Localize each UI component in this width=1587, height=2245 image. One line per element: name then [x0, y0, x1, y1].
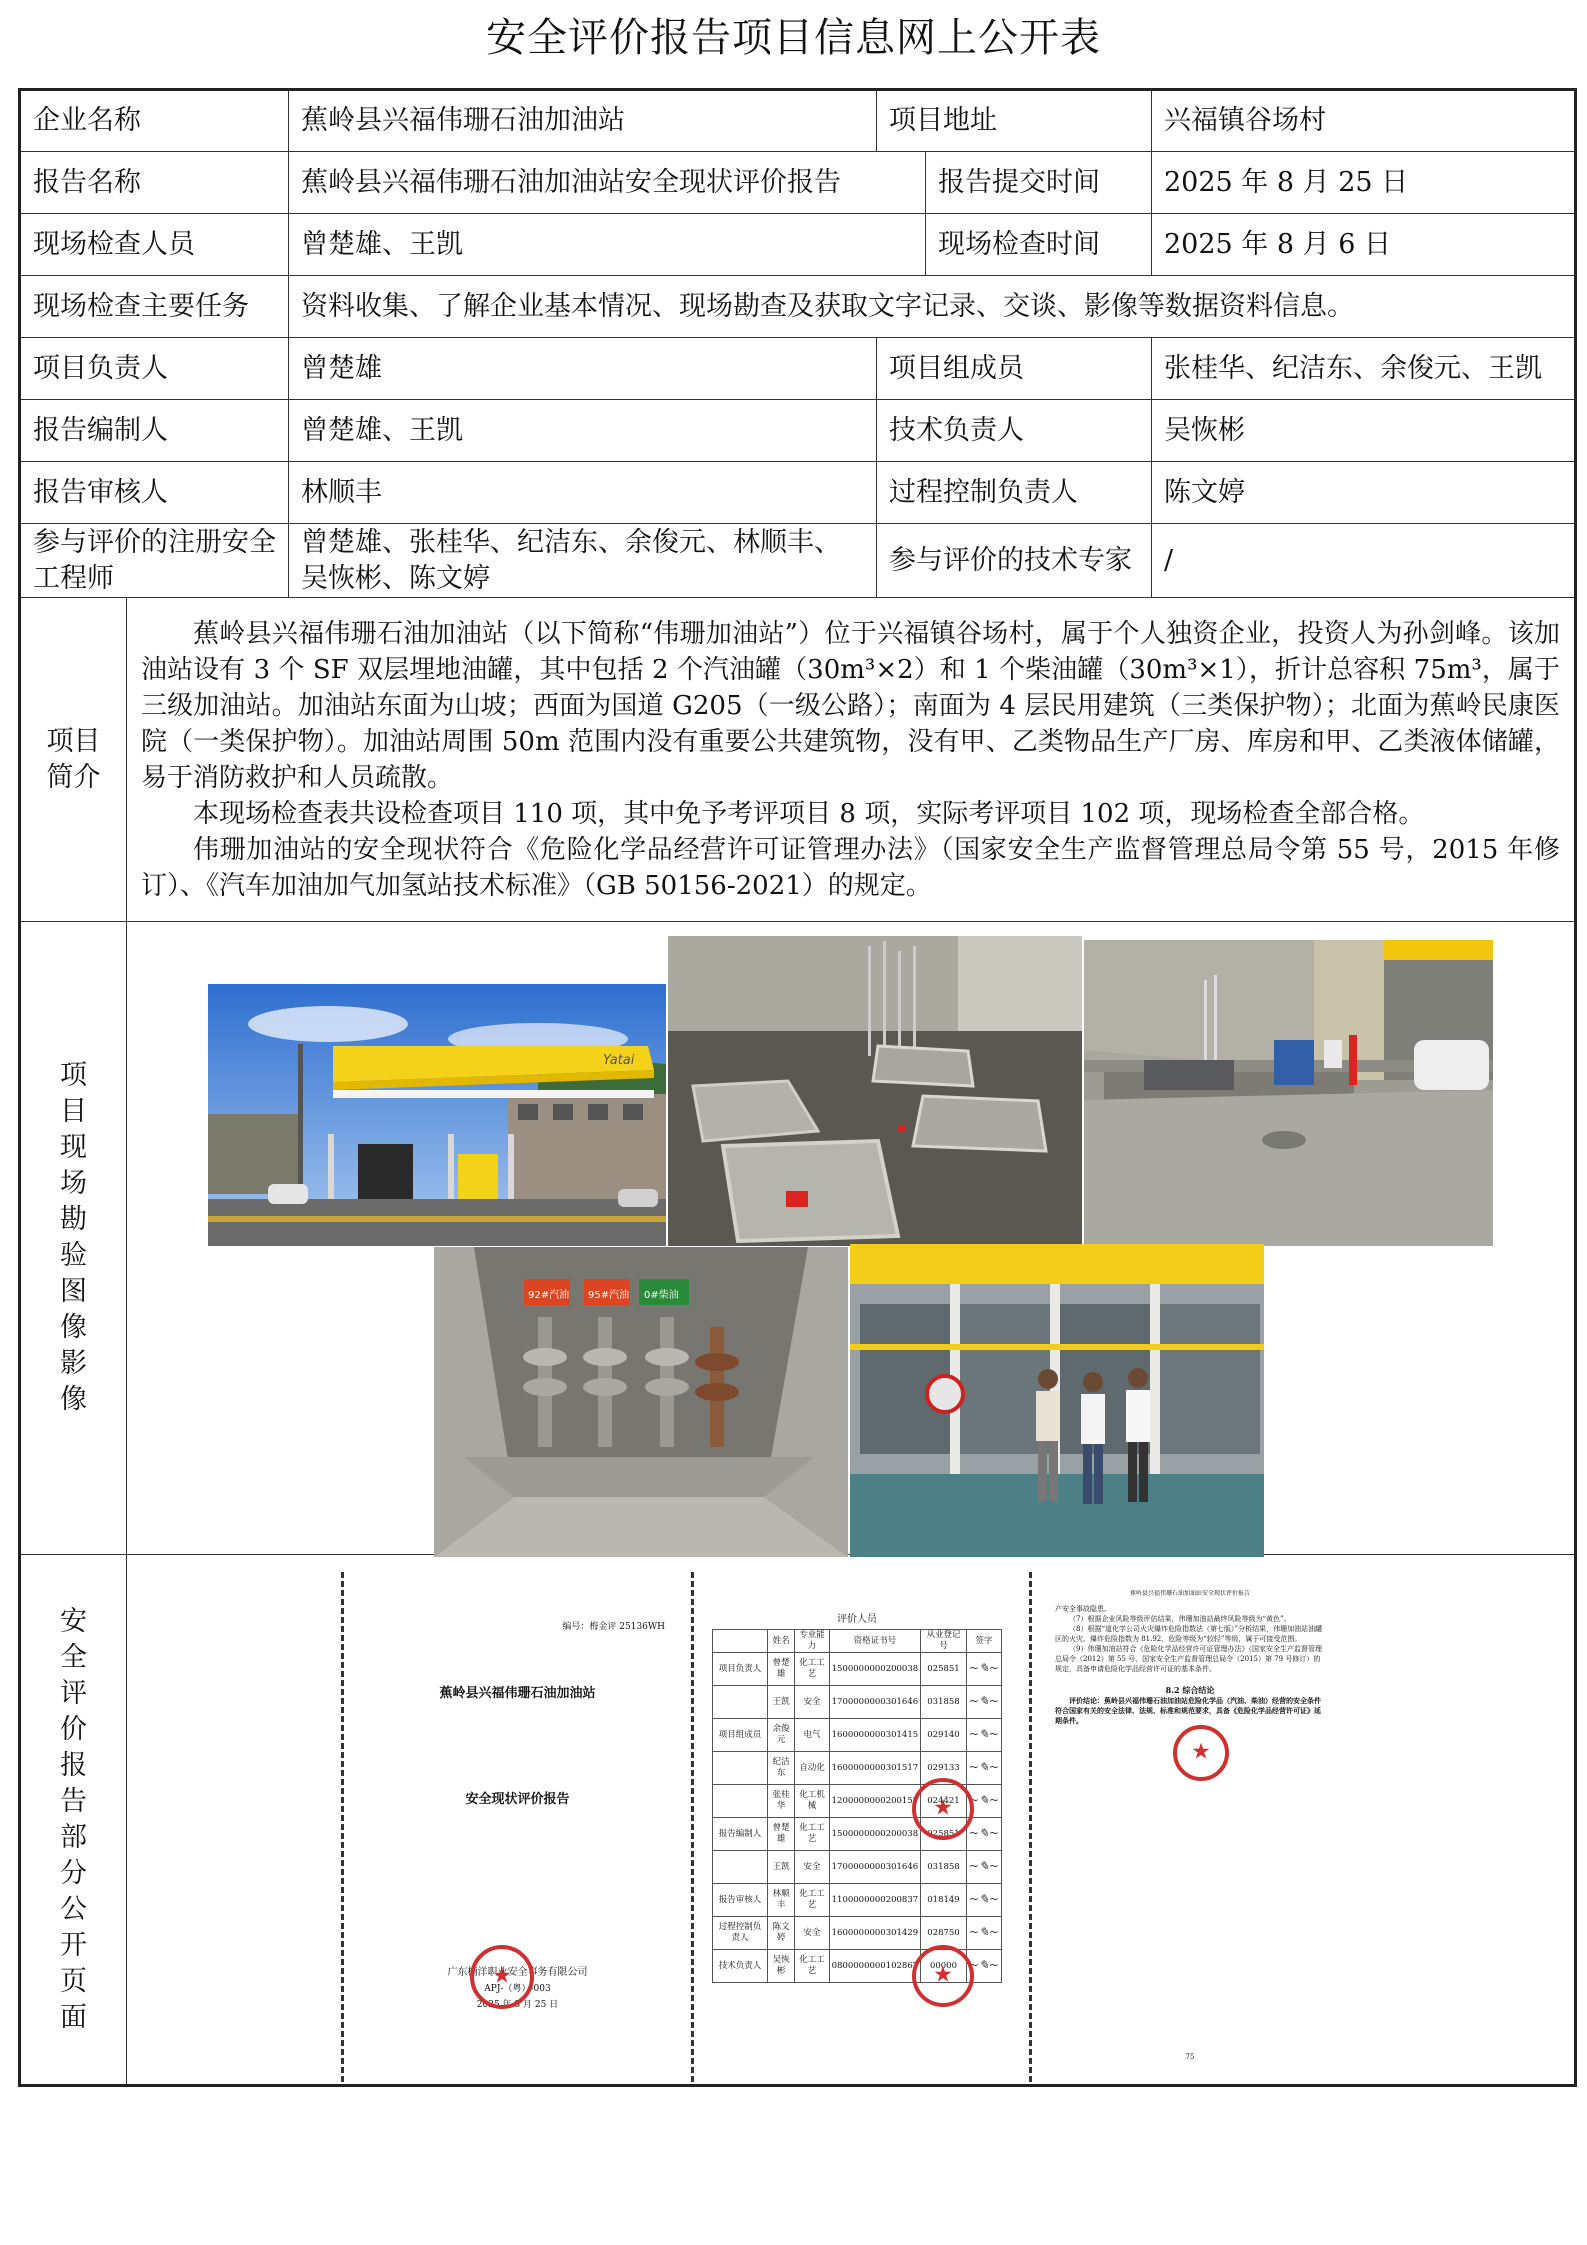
leader-value: 曾楚雄	[289, 338, 877, 400]
address-value: 兴福镇谷场村	[1152, 90, 1576, 152]
report-cover-cert: APJ-（粤）-003	[484, 1984, 551, 1994]
evaluators-row	[713, 1653, 1002, 1686]
conclusion-page-number: 75	[1185, 2053, 1195, 2061]
experts-label: 参与评价的技术专家	[877, 524, 1152, 598]
experts-value: /	[1152, 524, 1576, 598]
task-value: 资料收集、了解企业基本情况、现场勘查及获取文字记录、交谈、影像等数据资料信息。	[289, 276, 1576, 338]
evaluators-cell: 化工工艺	[795, 1884, 829, 1917]
photo-station-canopy	[208, 984, 666, 1246]
report-cover-company: 蕉岭县兴福伟珊石油加油站	[439, 1686, 596, 1701]
tech-label: 技术负责人	[877, 400, 1152, 462]
tech-value: 吴恢彬	[1152, 400, 1576, 462]
conclusion-line-0: 产安全事故隐患。	[1055, 1605, 1111, 1613]
evaluators-cell: 025851	[921, 1653, 967, 1686]
reviewer-value: 林顺丰	[289, 462, 877, 524]
inspect-time-label: 现场检查时间	[926, 214, 1152, 276]
conclusion-text: 评价结论：蕉岭县兴福伟珊石油加油站危险化学品（汽油、柴油）经营的安全条件符合国家有关的安全法律、法规、标准和规范要求，具备《危险化学品经营许可证》延期条件。	[1055, 1696, 1321, 1725]
evaluators-cell: 安全	[795, 1686, 829, 1719]
evaluators-header-cell	[713, 1630, 768, 1653]
photo-inspectors	[850, 1244, 1264, 1557]
signature-cell: ~✎~	[966, 1719, 1001, 1752]
conclusion-seal-icon	[1173, 1725, 1229, 1781]
label-0-text: 0#柴油	[644, 1290, 679, 1301]
evaluators-cell: 018149	[921, 1884, 967, 1917]
report-cover-page	[350, 1590, 685, 2040]
report-cover-title: 安全现状评价报告	[465, 1792, 570, 1807]
pages-label: 安全评价报告部分公开页面	[20, 1555, 127, 2086]
evaluators-cell: 1500000000200038	[829, 1653, 921, 1686]
signature-cell: ~✎~	[966, 1818, 1001, 1851]
company-value: 蕉岭县兴福伟珊石油加油站	[289, 90, 877, 152]
inspectors-label: 现场检查人员	[20, 214, 289, 276]
evaluators-cell: 1600000000301415	[829, 1719, 921, 1752]
intro-content	[127, 598, 1576, 922]
process-value: 陈文婷	[1152, 462, 1576, 524]
evaluators-cell: 王凯	[768, 1851, 795, 1884]
conclusion-section-title: 8.2 综合结论	[1165, 1685, 1215, 1695]
signature-cell: ~✎~	[966, 1686, 1001, 1719]
evaluators-row	[713, 1851, 1002, 1884]
evaluators-cell: 林顺丰	[768, 1884, 795, 1917]
intro-paragraph-1: 蕉岭县兴福伟珊石油加油站（以下简称“伟珊加油站”）位于兴福镇谷场村，属于个人独资企业，投资人为孙剑峰。该加油站设有 3 个 SF 双层埋地油罐，其中包括 2 个汽油罐（30m³×2）和 1 个柴油罐（30m³×1），折计总容积 75m³，属于三级加油站。加油站东面为山坡；西面为国道 G205（一级公路）；南面为 4 层民用建筑（三类保护物）；北面为蕉岭民康医院（一类保护物）。加油站周围 50m 范围内没有重要公共建筑物，没有甲、乙类物品生产厂房、库房和甲、乙类液体储罐，易于消防救护和人员疏散。	[141, 618, 1560, 793]
evaluators-cell: 技术负责人	[713, 1950, 768, 1983]
evaluators-cell: 项目组成员	[713, 1719, 768, 1752]
company-seal-icon	[470, 1945, 534, 2009]
intro-paragraph-2: 本现场检查表共设检查项目 110 项，其中免予考评项目 8 项，实际考评项目 102 项，现场检查全部合格。	[193, 798, 1425, 829]
evaluators-cell: 项目负责人	[713, 1653, 768, 1686]
evaluators-cell: 化工工艺	[795, 1950, 829, 1983]
evaluators-row	[713, 1719, 1002, 1752]
label-95-text: 95#汽油	[588, 1290, 630, 1301]
evaluators-cell: 张桂华	[768, 1785, 795, 1818]
evaluators-cell: 1700000000301646	[829, 1686, 921, 1719]
evaluators-cell: 029133	[921, 1752, 967, 1785]
page-title: 安全评价报告项目信息网上公开表	[486, 15, 1101, 61]
reviewer-label: 报告审核人	[20, 462, 289, 524]
evaluators-cell: 余俊元	[768, 1719, 795, 1752]
evaluators-cell: 029140	[921, 1719, 967, 1752]
evaluators-cell: 031858	[921, 1851, 967, 1884]
signature-cell: ~✎~	[966, 1917, 1001, 1950]
evaluators-cell: 报告编制人	[713, 1818, 768, 1851]
signature-cell: ~✎~	[966, 1851, 1001, 1884]
page-divider-left	[341, 1572, 344, 2082]
conclusion-line-3: （9）伟珊加油站符合《危险化学品经营许可证管理办法》（国家安全生产监督管理总局令（2012）第 55 号，国家安全生产监督管理总局令（2015）第 79 号修订）的规定，具备申请危险化学品经营许可证的基本条件。	[1055, 1645, 1322, 1673]
signature-cell: ~✎~	[966, 1785, 1001, 1818]
evaluators-cell: 自动化	[795, 1752, 829, 1785]
conclusion-line-2: （8）根据“道化学公司火灾爆炸危险指数法（第七版）”分析结果，伟珊加油站油罐区的火灾、爆炸危险指数为 81.92，危险等级为“较轻”等级，属于可接受范围。	[1055, 1625, 1323, 1643]
evaluators-cell: 1600000000301429	[829, 1917, 921, 1950]
evaluators-cell: 0800000000102867	[829, 1950, 921, 1983]
evaluators-cell: 1200000000200157	[829, 1785, 921, 1818]
writer-label: 报告编制人	[20, 400, 289, 462]
report-cover-org: 广东楠洋职业安全事务有限公司	[447, 1967, 588, 1978]
members-value: 张桂华、纪洁东、余俊元、王凯	[1152, 338, 1576, 400]
intro-label: 项目简介	[20, 598, 127, 922]
evaluators-cell: 报告审核人	[713, 1884, 768, 1917]
evaluators-cell: 曾楚雄	[768, 1818, 795, 1851]
evaluators-cell	[713, 1785, 768, 1818]
submit-value: 2025 年 8 月 25 日	[1152, 152, 1576, 214]
signature-cell: ~✎~	[966, 1950, 1001, 1983]
engineers-value: 曾楚雄、张桂华、纪洁东、余俊元、林顺丰、吴恢彬、陈文婷	[289, 524, 877, 598]
evaluators-header-cell: 签字	[966, 1630, 1001, 1653]
process-label: 过程控制负责人	[877, 462, 1152, 524]
evaluators-cell: 1100000000200837	[829, 1884, 921, 1917]
evaluators-cell	[713, 1686, 768, 1719]
evaluators-row	[713, 1917, 1002, 1950]
evaluators-header-cell: 资格证书号	[829, 1630, 921, 1653]
report-label: 报告名称	[20, 152, 289, 214]
evaluators-cell: 王凯	[768, 1686, 795, 1719]
address-label: 项目地址	[877, 90, 1152, 152]
evaluators-cell: 安全	[795, 1917, 829, 1950]
task-label: 现场检查主要任务	[20, 276, 289, 338]
evaluators-cell: 031858	[921, 1686, 967, 1719]
evaluators-cell: 1600000000301517	[829, 1752, 921, 1785]
report-evaluators-page	[712, 1610, 1002, 2010]
company-label: 企业名称	[20, 90, 289, 152]
evaluators-cell: 024421	[921, 1785, 967, 1818]
evaluators-cell: 00000	[921, 1950, 967, 1983]
signature-cell: ~✎~	[966, 1884, 1001, 1917]
evaluator-seal-bottom-icon	[912, 1945, 974, 2007]
evaluators-row	[713, 1752, 1002, 1785]
photos-label: 项目现场勘验图像影像	[20, 922, 127, 1555]
evaluators-cell: 吴恢彬	[768, 1950, 795, 1983]
conclusion-page-header: 蕉岭县兴福伟珊石油加油站安全现状评价报告	[1129, 1590, 1250, 1597]
evaluators-cell: 陈文婷	[768, 1917, 795, 1950]
conclusion-line-1: （7）根据企业风险等级评估结果，伟珊加油站最终风险等级为“黄色”。	[1069, 1615, 1291, 1623]
evaluators-cell: 曾楚雄	[768, 1653, 795, 1686]
evaluators-row	[713, 1686, 1002, 1719]
page-divider-middle	[691, 1572, 694, 2082]
evaluators-cell: 电气	[795, 1719, 829, 1752]
intro-paragraph-3: 伟珊加油站的安全现状符合《危险化学品经营许可证管理办法》（国家安全生产监督管理总局令第 55 号，2015 年修订）、《汽车加油加气加氢站技术标准》（GB 50156-2021）的规定。	[141, 834, 1560, 901]
photo-tank-well-pipes	[434, 1247, 848, 1557]
evaluators-cell	[713, 1851, 768, 1884]
evaluators-cell: 化工机械	[795, 1785, 829, 1818]
label-92-text: 92#汽油	[528, 1290, 570, 1301]
writer-value: 曾楚雄、王凯	[289, 400, 877, 462]
evaluators-cell: 过程控制负责人	[713, 1917, 768, 1950]
leader-label: 项目负责人	[20, 338, 289, 400]
evaluator-seal-icon	[912, 1778, 974, 1840]
evaluators-cell: 安全	[795, 1851, 829, 1884]
evaluators-cell: 化工工艺	[795, 1818, 829, 1851]
engineers-label: 参与评价的注册安全工程师	[20, 524, 289, 598]
signature-cell: ~✎~	[966, 1653, 1001, 1686]
evaluators-header-cell: 姓名	[768, 1630, 795, 1653]
evaluators-cell: 1500000000200038	[829, 1818, 921, 1851]
page-divider-right	[1029, 1572, 1032, 2082]
photo-tank-manhole	[668, 936, 1082, 1246]
canopy-brand-text: Yatai	[603, 1053, 635, 1068]
evaluators-cell: 028750	[921, 1917, 967, 1950]
evaluators-header-cell: 专业能力	[795, 1630, 829, 1653]
report-value: 蕉岭县兴福伟珊石油加油站安全现状评价报告	[289, 152, 926, 214]
submit-label: 报告提交时间	[926, 152, 1152, 214]
evaluators-cell: 1700000000301646	[829, 1851, 921, 1884]
evaluators-header-cell: 从业登记号	[921, 1630, 967, 1653]
evaluators-cell: 纪洁东	[768, 1752, 795, 1785]
evaluators-cell: 025851	[921, 1818, 967, 1851]
inspect-time-value: 2025 年 8 月 6 日	[1152, 214, 1576, 276]
evaluators-cell: 化工工艺	[795, 1653, 829, 1686]
signature-cell: ~✎~	[966, 1752, 1001, 1785]
report-conclusion-page	[1055, 1590, 1325, 2070]
members-label: 项目组成员	[877, 338, 1152, 400]
report-cover-date: 2025 年 8 月 25 日	[476, 2000, 559, 2010]
evaluators-heading: 评价人员	[837, 1614, 877, 1625]
evaluators-cell	[713, 1752, 768, 1785]
photo-tank-area	[1084, 940, 1493, 1246]
evaluators-row	[713, 1884, 1002, 1917]
report-number: 编号：梅金评 25136WH	[562, 1622, 665, 1632]
inspectors-value: 曾楚雄、王凯	[289, 214, 926, 276]
